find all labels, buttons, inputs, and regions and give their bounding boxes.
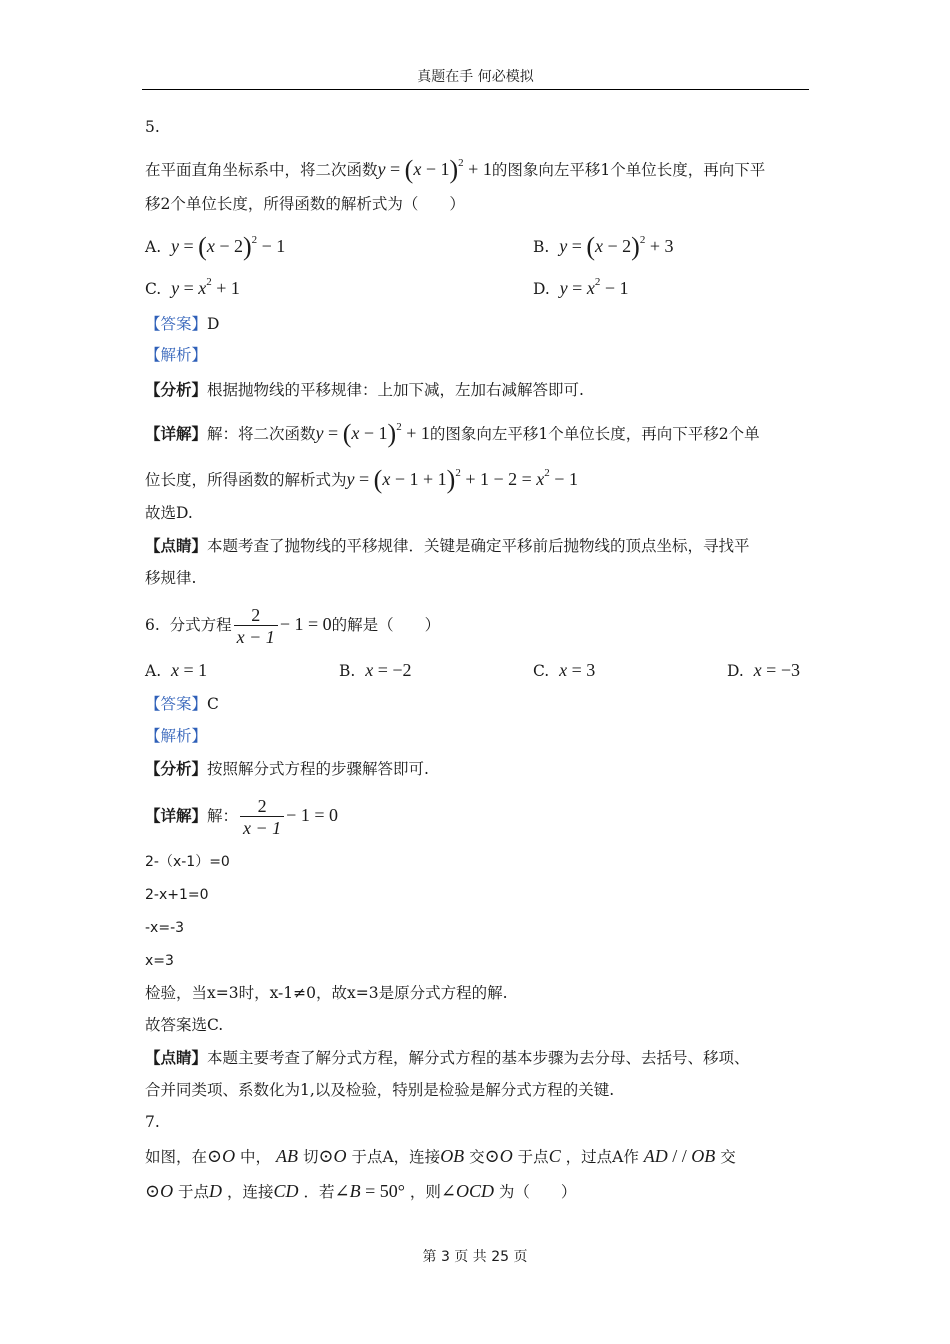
q5-stem-line1: 在平面直角坐标系中，将二次函数$y = (x - 1)^2 + 1$的图象向左平移1个单位长度，再向下平: [145, 155, 766, 184]
q5-option-c[interactable]: C. $y = x^2 + 1$: [145, 276, 240, 298]
fraction: $\frac{2}{x - 1}$: [240, 796, 284, 839]
q5-analysis-tag: 【解析】: [145, 346, 208, 364]
q6-step-2: 2-x+1=0: [145, 887, 209, 903]
q6-answer: 【答案】C: [145, 695, 219, 713]
q5-fenxi: 【分析】根据抛物线的平移规律：上加下减，左加右减解答即可.: [145, 380, 584, 399]
q6-option-b[interactable]: B. x = −2: [339, 660, 412, 680]
q5-option-a[interactable]: A. $y = (x - 2)^2 - 1$: [145, 232, 286, 261]
q6-option-c[interactable]: C. x = 3: [533, 660, 596, 680]
q6-stem: 6. 分式方程 $\frac{2}{x - 1}$ − 1 = 0的解是（ ）: [145, 604, 441, 647]
q6-analysis-tag: 【解析】: [145, 727, 208, 745]
q5-detail-line2: 位长度，所得函数的解析式为$y = (x - 1 + 1)^2 + 1 - 2 = x^2 - 1$: [145, 465, 578, 494]
q5-option-d[interactable]: D. $y = x^2 - 1$: [533, 276, 629, 298]
q7-number: 7.: [145, 1113, 160, 1131]
q5-comment-line2: 移规律.: [145, 569, 197, 587]
q5-option-b[interactable]: B. $y = (x - 2)^2 + 3$: [533, 232, 674, 261]
q6-fenxi: 【分析】按照解分式方程的步骤解答即可.: [145, 759, 429, 778]
q5-detail-line1: 【详解】解：将二次函数$y = (x - 1)^2 + 1$的图象向左平移1个单位长度，再向下平移2个单: [145, 419, 760, 448]
q6-option-a[interactable]: A. x = 1: [145, 660, 208, 680]
q5-comment-line1: 【点睛】本题考查了抛物线的平移规律．关键是确定平移前后抛物线的顶点坐标，寻找平: [145, 536, 750, 555]
q6-step-4: x=3: [145, 953, 174, 969]
fraction: $\frac{2}{x - 1}$: [234, 605, 278, 648]
page-footer: 第 3 页 共 25 页: [422, 1249, 528, 1265]
q5-conclusion: 故选D.: [145, 504, 193, 522]
q6-step-1: 2-（x-1）=0: [145, 854, 230, 870]
q6-comment-line1: 【点睛】本题主要考查了解分式方程，解分式方程的基本步骤为去分母、去括号、移项、: [145, 1048, 750, 1067]
q5-stem-line2: 移2个单位长度，所得函数的解析式为（ ）: [145, 195, 465, 213]
q6-check: 检验，当x=3时，x-1≠0，故x=3是原分式方程的解.: [145, 984, 508, 1002]
q6-option-d[interactable]: D. x = −3: [727, 660, 800, 680]
q7-stem-line1: 如图，在⊙O 中， AB 切⊙O 于点A，连接OB 交⊙O 于点C ，过点A作 AD / / OB 交: [145, 1146, 736, 1166]
page-header: 真题在手 何必模拟: [417, 69, 534, 85]
q6-comment-line2: 合并同类项、系数化为1,以及检验，特别是检验是解分式方程的关键.: [145, 1081, 615, 1099]
q6-step-3: -x=-3: [145, 920, 185, 936]
q7-stem-line2: ⊙O 于点D ，连接CD ．若∠B = 50° ，则∠OCD 为（ ）: [145, 1181, 577, 1201]
q6-conclusion: 故答案选C.: [145, 1016, 224, 1034]
q6-detail: 【详解】解： $\frac{2}{x - 1}$ − 1 = 0: [145, 795, 338, 838]
header-rule: [142, 89, 809, 90]
q5-answer: 【答案】D: [145, 315, 220, 333]
q5-number: 5.: [145, 118, 160, 136]
